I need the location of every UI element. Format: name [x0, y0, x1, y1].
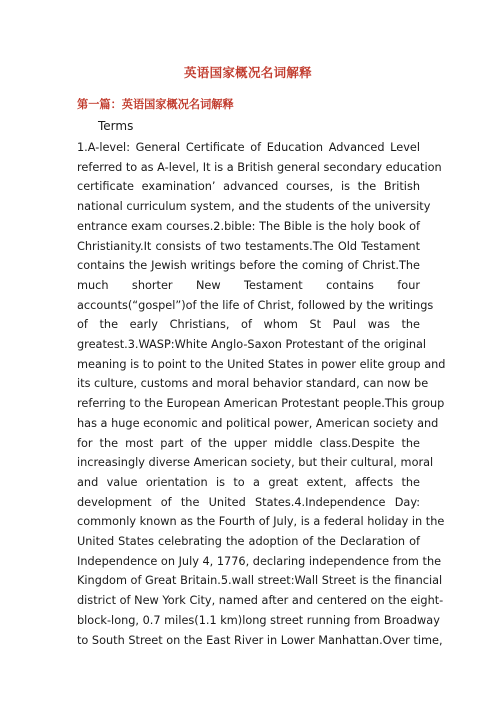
body-line: greatest.3.WASP:White Anglo-Saxon Protestant of the original — [77, 338, 427, 352]
body-line: for the most part of the upper middle class.Despite the — [77, 436, 420, 450]
body-line: entrance exam courses.2.bible: The Bible is the holy book of — [77, 219, 420, 233]
body-line: development of the United States.4.Independence Day: — [77, 495, 420, 509]
body-line: United States celebrating the adoption of the Declaration of — [77, 535, 420, 549]
terms-label: Terms — [98, 119, 134, 133]
section-heading: 第一篇：英语国家概况名词解释 — [77, 98, 234, 111]
body-line: Independence on July 4, 1776, declaring independence from the — [77, 554, 442, 568]
body-line: has a huge economic and political power, American society and — [77, 416, 439, 430]
body-line: certificate examination’ advanced courses, is the British — [77, 180, 420, 194]
body-line: much shorter New Testament contains four — [77, 278, 420, 292]
body-line: national curriculum system, and the students of the university — [77, 200, 431, 214]
body-line: accounts(“gospel”)of the life of Christ, followed by the writings — [77, 298, 434, 312]
body-line: Christianity.It consists of two testaments.The Old Testament — [77, 239, 420, 253]
body-line: Kingdom of Great Britain.5.wall street:Wall Street is the financial — [77, 574, 443, 588]
body-line: meaning is to point to the United States in power elite group and — [77, 357, 446, 371]
body-line: district of New York City, named after and centered on the eight- — [77, 594, 444, 608]
body-line: to South Street on the East River in Lower Manhattan.Over time, — [77, 633, 443, 647]
body-line: block-long, 0.7 miles(1.1 km)long street running from Broadway — [77, 613, 440, 627]
body-paragraph — [77, 138, 446, 650]
document-title: 英语国家概况名词解释 — [183, 65, 312, 80]
body-line: referred to as A-level, It is a British general secondary education — [77, 160, 442, 174]
body-line: 1.A-level: General Certificate of Education Advanced Level — [77, 141, 420, 154]
body-line: and value orientation is to a great extent, affects the — [77, 475, 420, 489]
body-line: increasingly diverse American society, but their cultural, moral — [77, 456, 434, 470]
body-line: referring to the European American Protestant people.This group — [77, 397, 445, 411]
body-line: commonly known as the Fourth of July, is a federal holiday in the — [77, 515, 445, 529]
body-line: of the early Christians, of whom St Paul was the — [77, 318, 420, 332]
body-line: contains the Jewish writings before the coming of Christ.The — [77, 259, 420, 273]
body-line: its culture, customs and moral behavior standard, can now be — [77, 377, 429, 391]
